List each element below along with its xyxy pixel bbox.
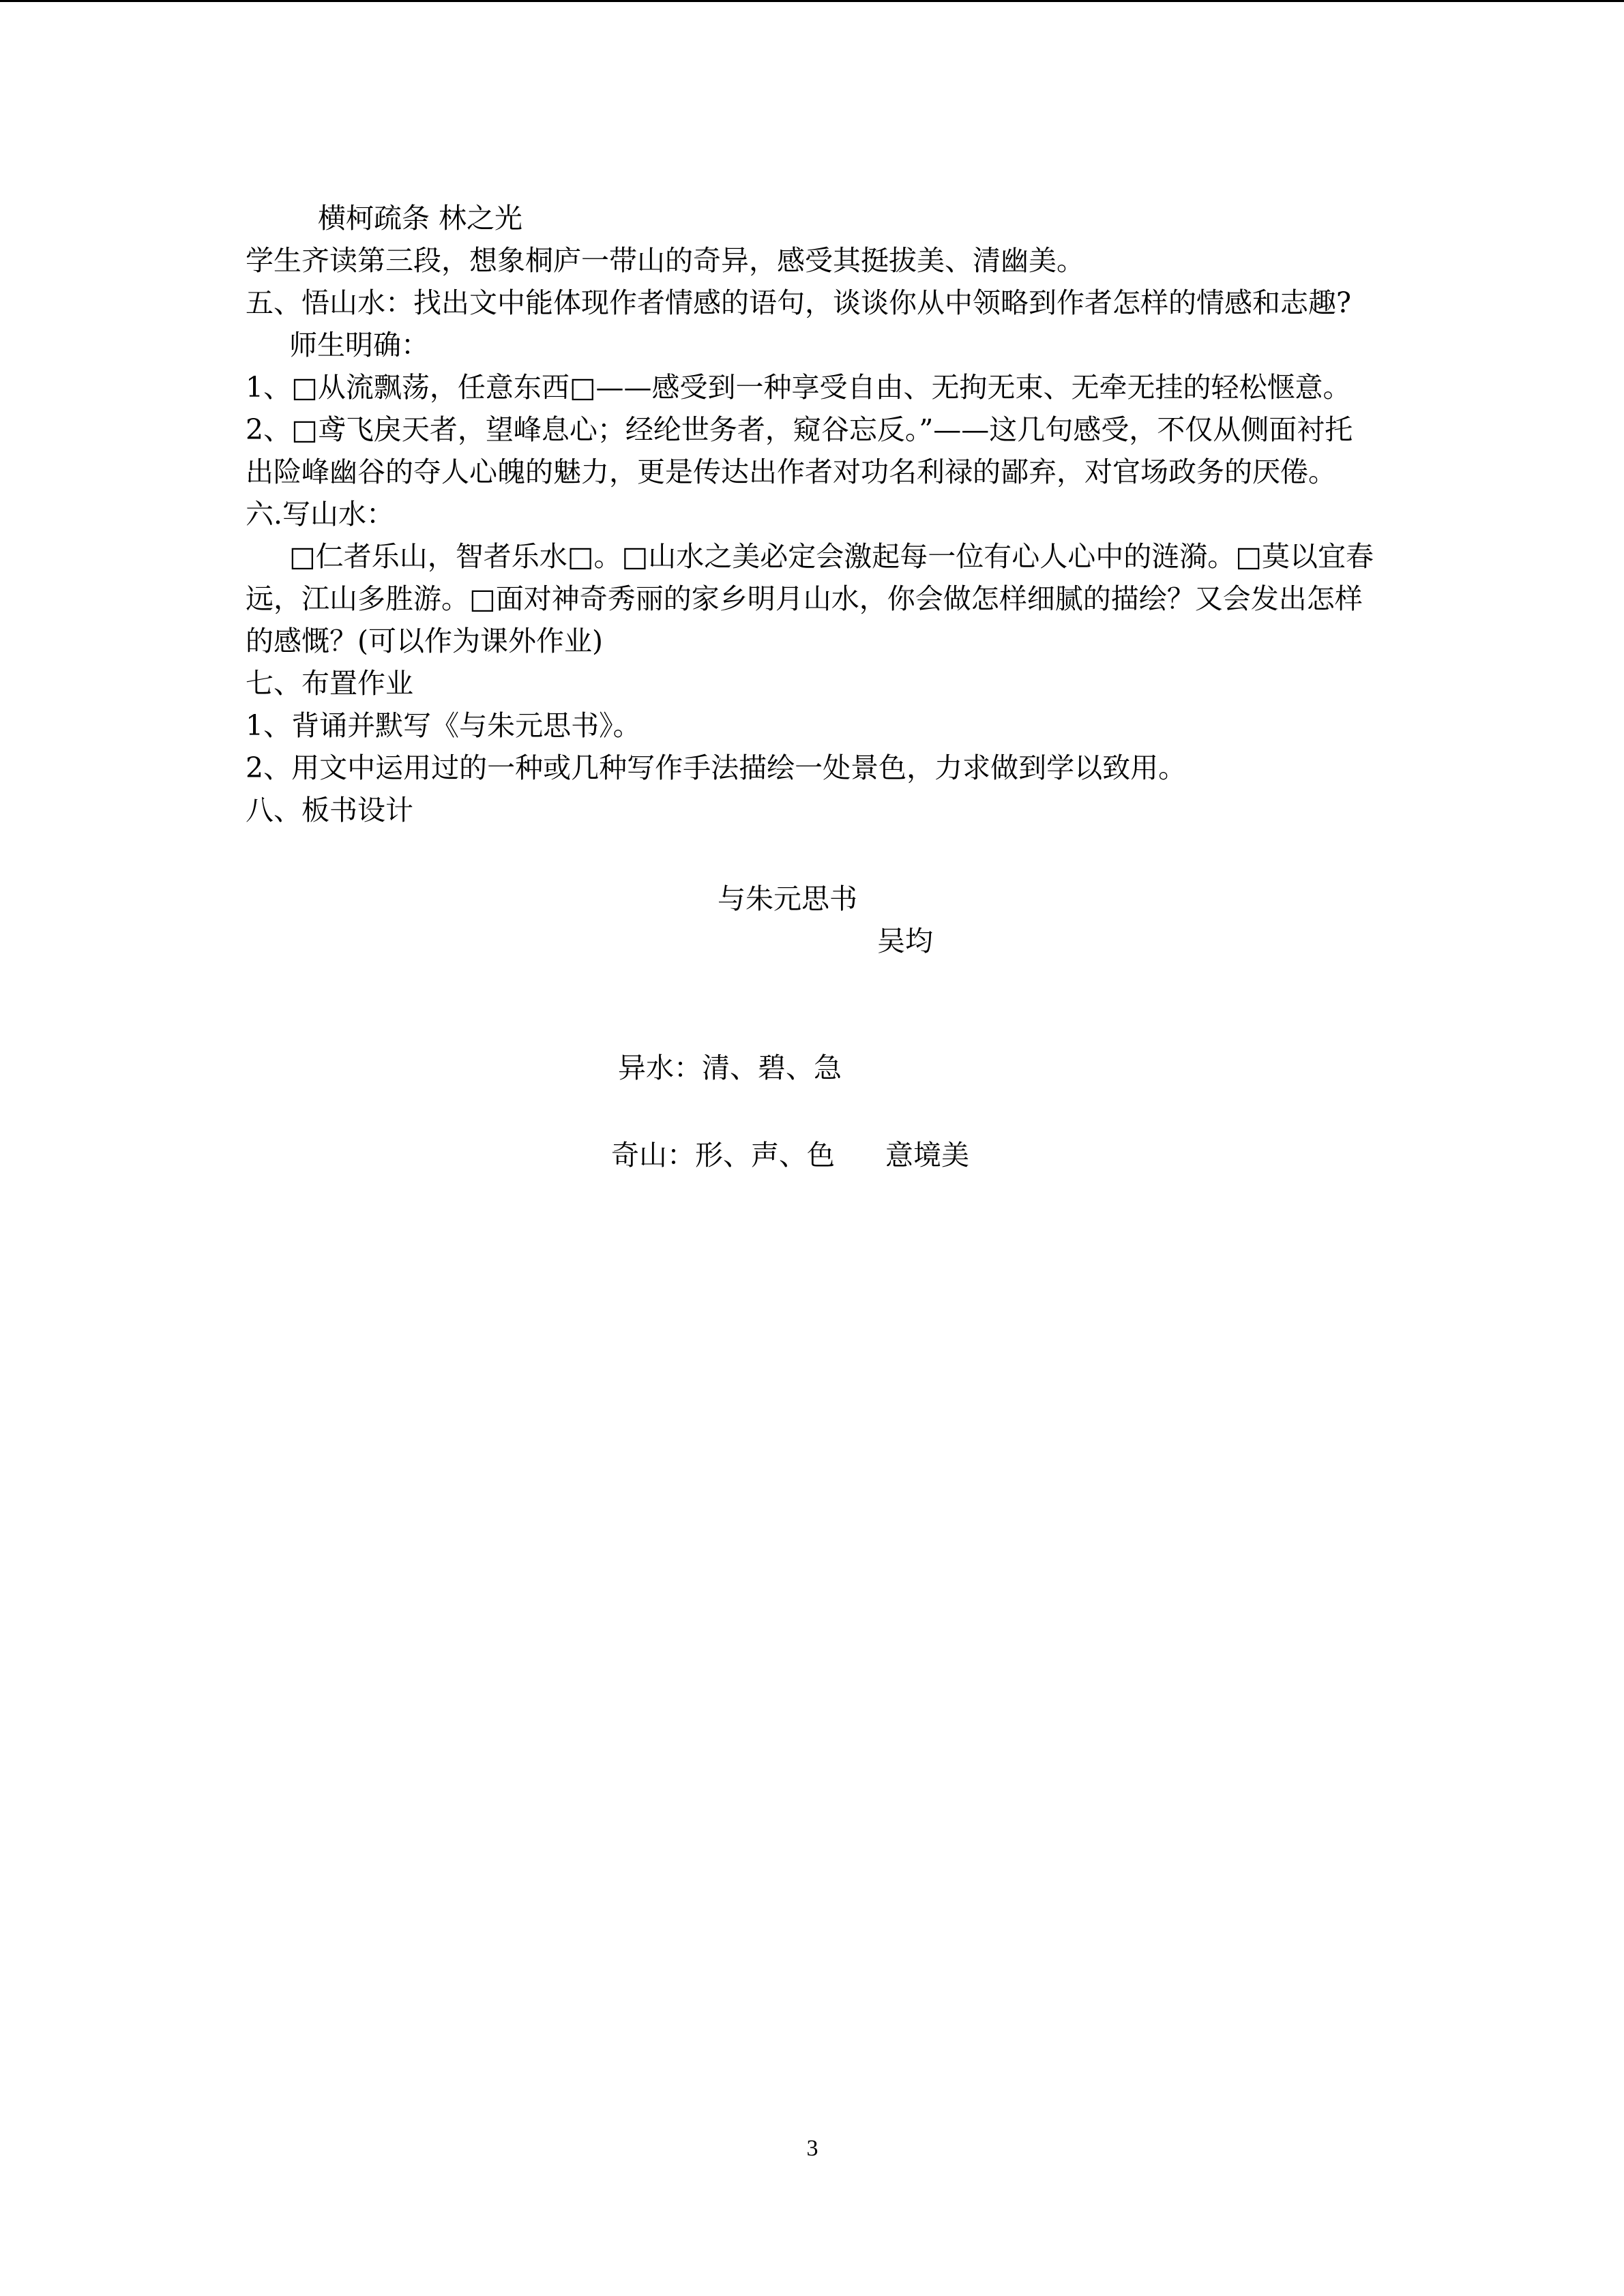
section-eight-heading: 八、板书设计 <box>246 794 413 826</box>
section-five-heading: 五、悟山水：找出文中能体现作者情感的语句，谈谈你从中领略到作者怎样的情感和志趣? <box>246 286 1351 319</box>
text-line-1: 横柯疏条 林之光 <box>318 202 523 235</box>
text-line-13: 1、背诵并默写《与朱元思书》。 <box>246 709 641 742</box>
text-line-4: 师生明确： <box>289 329 429 361</box>
board-mountain-line: 奇山：形、声、色 <box>611 1139 835 1172</box>
board-water-line: 异水：清、碧、急 <box>618 1052 842 1084</box>
text-line-14: 2、用文中运用过的一种或几种写作手法描绘一处景色，力求做到学以致用。 <box>246 751 1187 784</box>
board-title: 与朱元思书 <box>718 882 857 915</box>
section-seven-heading: 七、布置作业 <box>246 667 413 700</box>
section-six-heading: 六.写山水： <box>246 498 395 531</box>
text-line-11: 的感慨？(可以作为课外作业) <box>246 625 603 657</box>
text-line-10: 远，江山多胜游。□面对神奇秀丽的家乡明月山水，你会做怎样细腻的描绘？又会发出怎样 <box>246 582 1363 615</box>
text-line-2: 学生齐读第三段，想象桐庐一带山的奇异，感受其挺拔美、清幽美。 <box>246 244 1084 277</box>
board-summary: 意境美 <box>885 1139 969 1172</box>
board-author: 吴均 <box>877 925 933 957</box>
text-line-7: 出险峰幽谷的夺人心魄的魅力，更是传达出作者对功名利禄的鄙弃，对官场政务的厌倦。 <box>246 456 1336 488</box>
page-number: 3 <box>806 2136 818 2161</box>
page-top-border <box>0 0 1624 2</box>
text-line-9: □仁者乐山，智者乐水□。□山水之美必定会激起每一位有心人心中的涟漪。□莫以宜春 <box>289 540 1374 573</box>
text-line-5: 1、□从流飘荡，任意东西□——感受到一种享受自由、无拘无束、无牵无挂的轻松惬意。 <box>246 371 1351 404</box>
text-line-6: 2、□鸢飞戾天者，望峰息心；经纶世务者，窥谷忘反。”——这几句感受，不仅从侧面衬托 <box>246 413 1353 446</box>
